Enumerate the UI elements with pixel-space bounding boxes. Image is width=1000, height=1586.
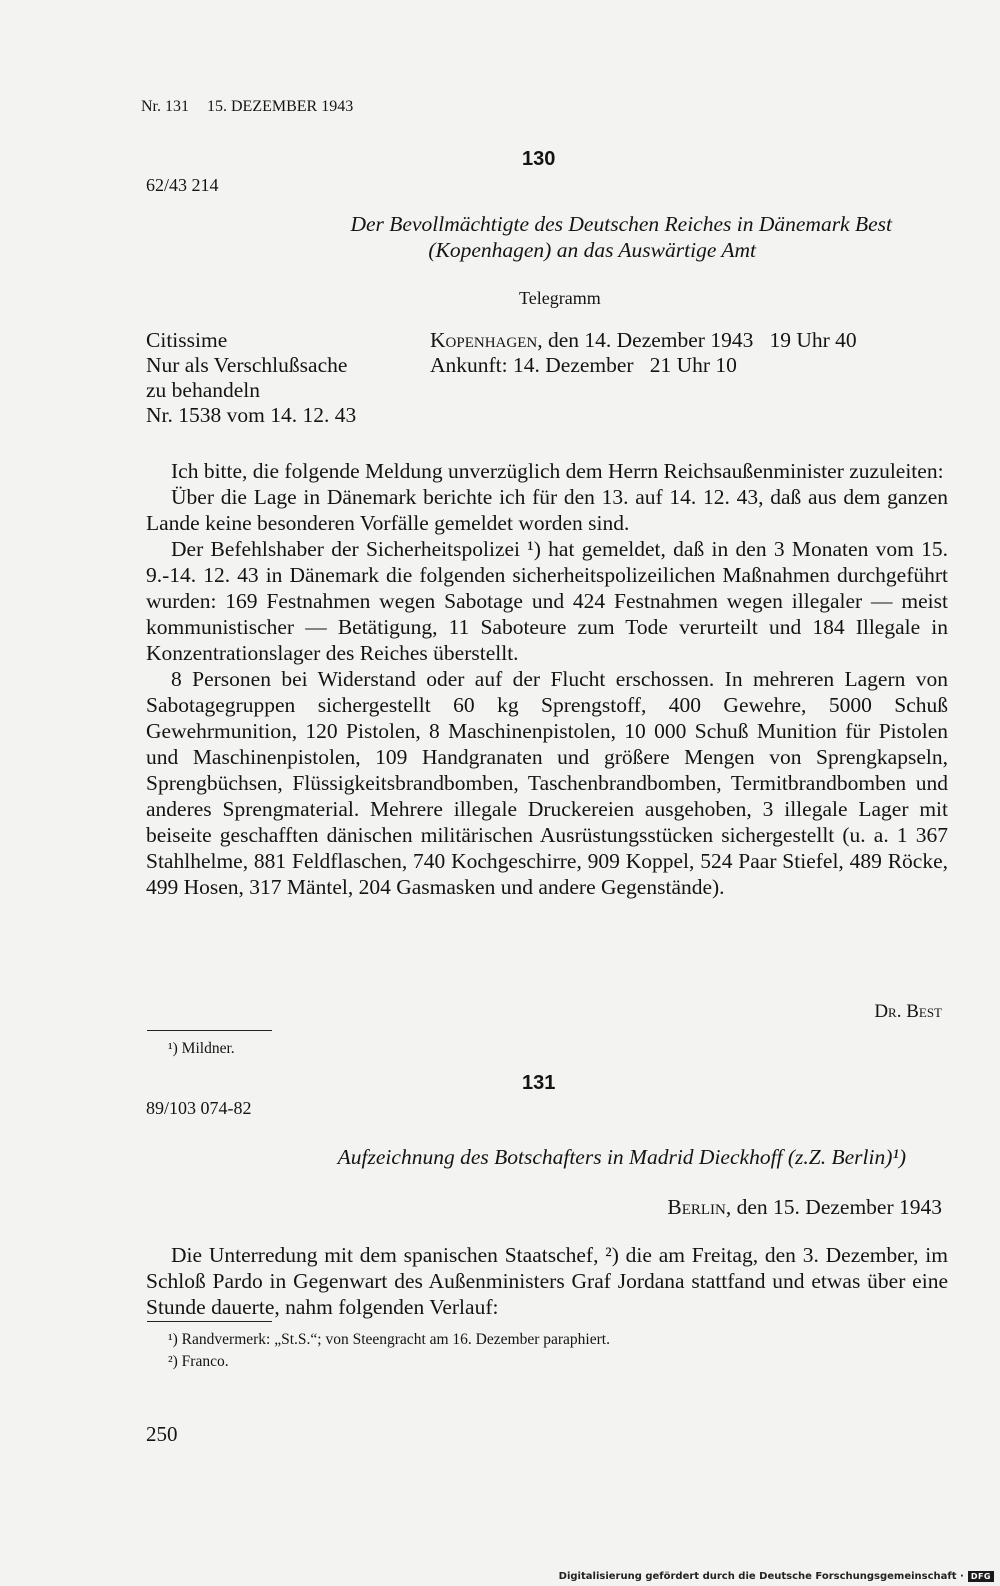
document-reference-130: 62/43 214 bbox=[146, 175, 219, 195]
arrival-line: Ankunft: 14. Dezember 21 Uhr 10 bbox=[430, 353, 737, 377]
digitization-footer bbox=[559, 1571, 994, 1582]
footnote-divider bbox=[147, 1030, 272, 1031]
footnote bbox=[168, 1331, 610, 1371]
footnote-divider bbox=[147, 1321, 272, 1322]
document-title-130-line1: Der Bevollmächtigte des Deutschen Reiches in Dänemark Best bbox=[350, 212, 892, 236]
classification-label: Nur als Verschlußsache bbox=[146, 353, 348, 377]
document-title-131: Aufzeichnung des Botschafters in Madrid Dieckhoff (z.Z. Berlin)¹) bbox=[337, 1145, 906, 1169]
footer-text: Digitalisierung gefördert durch die Deutsche Forschungsgemeinschaft · bbox=[558, 1571, 964, 1582]
document-body-130 bbox=[146, 458, 948, 900]
document-body-131 bbox=[146, 1242, 948, 1320]
place-date-line bbox=[667, 1195, 942, 1220]
document-type: Telegramm bbox=[519, 288, 601, 308]
footnote-1: ¹) Randvermerk: „St.S.“; von Steengracht am 16. Dezember paraphiert. bbox=[168, 1331, 610, 1348]
running-header bbox=[141, 98, 353, 116]
dispatch-line bbox=[430, 328, 857, 353]
dfg-logo: DFG bbox=[968, 1571, 994, 1582]
header-date: 15. DEZEMBER 1943 bbox=[207, 98, 354, 115]
signature: Dr. Best bbox=[874, 1001, 942, 1022]
classification-label-cont: zu behandeln bbox=[146, 378, 261, 402]
dispatch-block bbox=[430, 328, 857, 378]
paragraph: Ich bitte, die folgende Meldung unverzüglich dem Herrn Reichsaußenminister zuzuleiten: bbox=[171, 459, 944, 483]
priority-label: Citissime bbox=[146, 328, 228, 352]
paragraph: Der Befehlshaber der Sicherheitspolizei ¹) hat gemeldet, daß in den 3 Monaten vom 15. 9.-14. 12. 43 in Dänemark die folgenden sicherheitspolizeilichen Maßnahmen durchgeführt wurden: 169 Festnahmen wegen Sabotage und 424 Festnahmen wegen illegaler — meist kommunistischer — Betätigung, 11 Saboteure zum Tode verurteilt und 184 Illegale in Konzentrationslager des Reiches überstellt. bbox=[146, 537, 948, 665]
paragraph: Die Unterredung mit dem spanischen Staatschef, ²) die am Freitag, den 3. Dezember, im Schloß Pardo in Gegenwart des Außenministers Graf Jordana stattfand und etwas über eine Stunde dauerte, nahm folgenden Verlauf: bbox=[146, 1243, 948, 1319]
date: , den 15. Dezember 1943 bbox=[725, 1195, 942, 1219]
document-number-131: 131 bbox=[522, 1072, 556, 1094]
document-reference-131: 89/103 074-82 bbox=[146, 1098, 252, 1118]
place: Berlin bbox=[667, 1195, 726, 1219]
classification-block bbox=[146, 328, 356, 428]
dispatch-date: , den 14. Dezember 1943 19 Uhr 40 bbox=[537, 328, 857, 352]
footnote: ¹) Mildner. bbox=[168, 1040, 235, 1057]
header-number: Nr. 131 bbox=[141, 98, 189, 115]
dispatch-place: Kopenhagen bbox=[430, 328, 538, 352]
telegram-number: Nr. 1538 vom 14. 12. 43 bbox=[146, 403, 357, 427]
page-number: 250 bbox=[146, 1422, 178, 1446]
paragraph: 8 Personen bei Widerstand oder auf der Flucht erschossen. In mehreren Lagern von Sabotagegruppen sichergestellt 60 kg Sprengstoff, 400 Gewehre, 5000 Schuß Gewehrmunition, 120 Pistolen, 8 Maschinenpistolen, 10 000 Schuß Munition für Pistolen und Maschinenpistolen, 109 Handgranaten und größere Mengen von Sprengkapseln, Sprengbüchsen, Flüssigkeitsbrandbomben, Taschenbrandbomben, Termitbrandbomben und anderes Sprengmaterial. Mehrere illegale Druckereien ausgehoben, 3 illegale Lager mit beiseite geschafften dänischen militärischen Ausrüstungsstücken sichergestellt (u. a. 1 367 Stahlhelme, 881 Feldflaschen, 740 Kochgeschirre, 909 Koppel, 524 Paar Stiefel, 489 Röcke, 499 Hosen, 317 Mäntel, 204 Gasmasken und andere Gegenstände). bbox=[146, 667, 948, 899]
document-title-130-line2: (Kopenhagen) an das Auswärtige Amt bbox=[428, 238, 756, 262]
footnote-2: ²) Franco. bbox=[168, 1353, 229, 1370]
document-number-130: 130 bbox=[522, 148, 556, 170]
paragraph: Über die Lage in Dänemark berichte ich für den 13. auf 14. 12. 43, daß aus dem ganzen Lande keine besonderen Vorfälle gemeldet worden sind. bbox=[146, 485, 948, 535]
